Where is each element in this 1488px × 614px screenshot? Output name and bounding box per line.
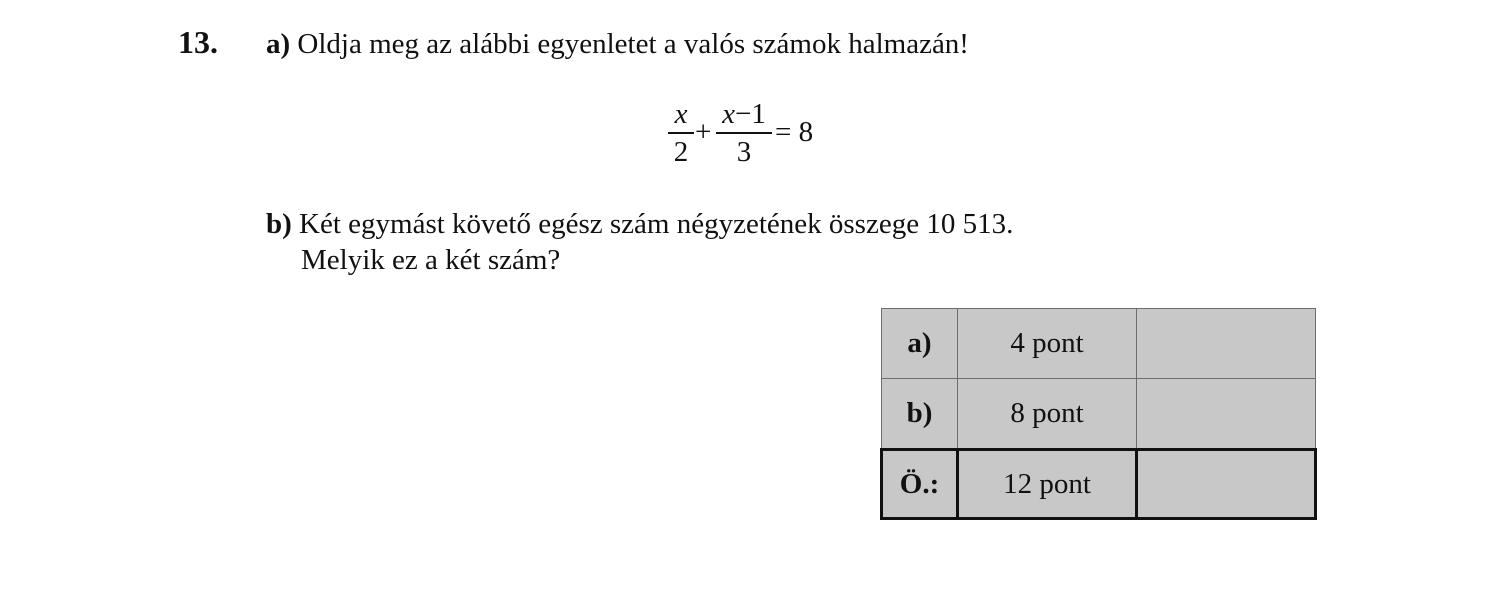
score-points: 4 pont — [958, 309, 1137, 379]
score-points: 12 pont — [958, 450, 1137, 519]
part-b-text-line1: Két egymást követő egész szám négyzetének összege 10 513. — [299, 208, 1014, 240]
fraction-x-minus-1-over-3 — [716, 96, 772, 170]
score-earned-cell — [1137, 309, 1316, 379]
frac2-numerator-rest: −1 — [735, 98, 766, 130]
part-a-text: Oldja meg az alábbi egyenletet a valós számok halmazán! — [297, 28, 969, 60]
part-b-text-line2: Melyik ez a két szám? — [301, 244, 561, 276]
frac1-numerator: x — [674, 98, 688, 130]
score-row-a — [882, 309, 1316, 379]
frac1-denominator: 2 — [673, 136, 689, 168]
score-label: a) — [882, 309, 958, 379]
score-label: Ö.: — [882, 450, 958, 519]
score-row-total — [882, 450, 1316, 519]
part-a-question — [266, 26, 969, 62]
equals-eight: = 8 — [775, 116, 814, 148]
fraction-x-over-2 — [668, 96, 694, 170]
equation — [660, 96, 830, 176]
plus-sign: + — [695, 116, 712, 148]
part-b-question — [266, 206, 1013, 242]
score-points: 8 pont — [958, 379, 1137, 450]
score-label: b) — [882, 379, 958, 450]
part-a-label: a) — [266, 28, 291, 60]
score-earned-cell — [1137, 450, 1316, 519]
frac2-denominator: 3 — [736, 136, 752, 168]
problem-number: 13. — [178, 24, 218, 60]
score-table — [880, 308, 1317, 520]
part-b-label: b) — [266, 208, 292, 240]
score-row-b — [882, 379, 1316, 450]
score-earned-cell — [1137, 379, 1316, 450]
frac2-numerator-variable: x — [722, 98, 735, 130]
